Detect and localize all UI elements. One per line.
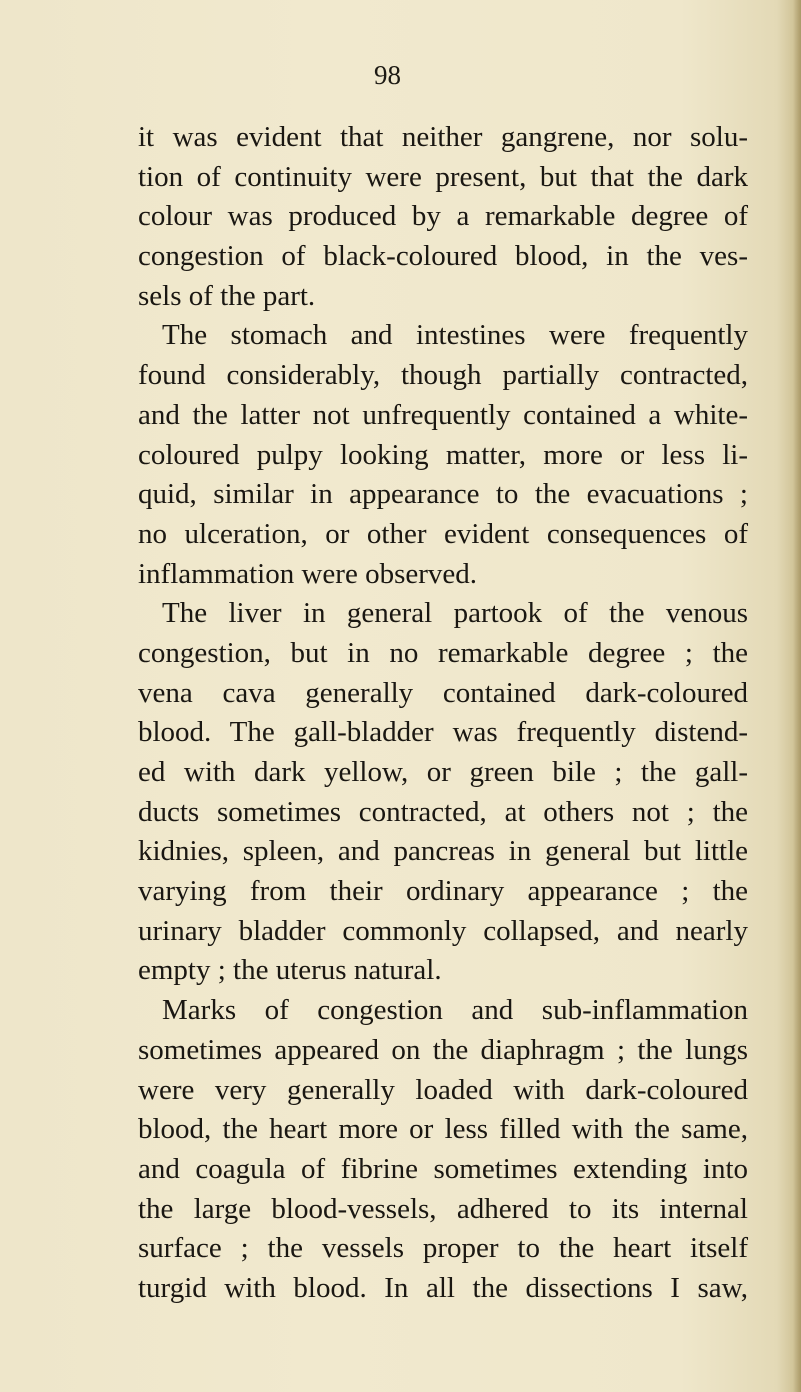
text-line: turgid with blood. In all the dissections I saw, [138,1271,748,1304]
text-line: tion of continuity were present, but that the dark [138,160,748,193]
text-line: inflammation were observed. [138,557,478,590]
text-line: surface ; the vessels proper to the heart itself [138,1232,748,1265]
text-line: kidnies, spleen, and pancreas in general but little [138,835,748,868]
text-line: were very generally loaded with dark-coloured [138,1073,748,1106]
text-line: congestion, but in no remarkable degree ; the [138,636,748,669]
text-line: colour was produced by a remarkable degree of [138,200,748,233]
text-line: Marks of congestion and sub-inflammation [162,994,748,1027]
text-line: The stomach and intestines were frequently [162,319,748,352]
body-text [138,118,748,1309]
text-line: congestion of black-coloured blood, in the ves- [138,240,748,273]
text-line: sels of the part. [138,279,316,312]
text-line: no ulceration, or other evident consequences of [138,517,748,550]
text-line: and coagula of fibrine sometimes extending into [138,1152,748,1185]
text-line: The liver in general partook of the venous [162,597,748,630]
text-line: urinary bladder commonly collapsed, and nearly [138,914,748,947]
text-line: sometimes appeared on the diaphragm ; the lungs [138,1033,748,1066]
text-line: coloured pulpy looking matter, more or less li- [138,438,748,471]
text-line: the large blood-vessels, adhered to its internal [138,1192,748,1225]
text-line: found considerably, though partially contracted, [138,359,748,392]
text-line: and the latter not unfrequently contained a white- [138,398,748,431]
text-line: empty ; the uterus natural. [138,954,442,987]
text-line: blood. The gall-bladder was frequently distend- [138,716,748,749]
page-number: 98 [374,60,401,90]
text-line: vena cava generally contained dark-coloured [138,676,748,709]
page-edge-shadow [793,0,801,1392]
text-line: varying from their ordinary appearance ; the [138,875,748,908]
text-line: ducts sometimes contracted, at others not ; the [138,795,748,828]
text-line: quid, similar in appearance to the evacuations ; [138,478,748,511]
text-line: ed with dark yellow, or green bile ; the gall- [138,756,748,788]
text-line: it was evident that neither gangrene, nor solu- [138,121,748,153]
text-line: blood, the heart more or less filled with the same, [138,1113,748,1146]
